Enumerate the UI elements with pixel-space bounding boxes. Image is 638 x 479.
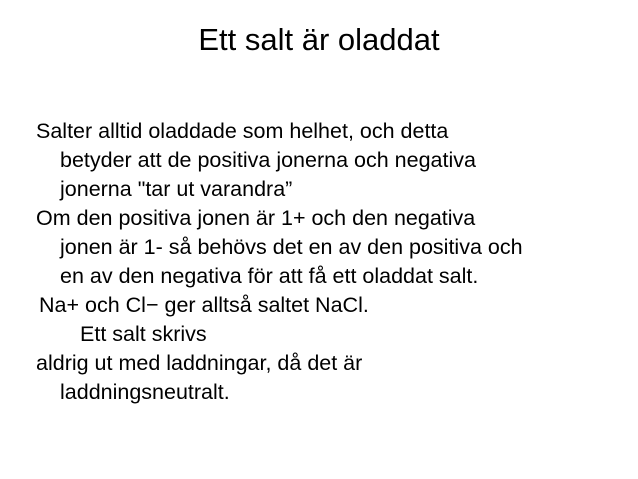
body-line-8: Ett salt skrivs — [80, 322, 207, 346]
body-line-10: laddningsneutralt. — [60, 380, 230, 404]
body-line-9: aldrig ut med laddningar, då det är — [36, 351, 363, 375]
slide-body — [36, 117, 626, 407]
body-line-6: en av den negativa för att få ett oladdat salt. — [60, 264, 479, 288]
body-line-2: betyder att de positiva jonerna och negativa — [60, 148, 476, 172]
body-line-1: Salter alltid oladdade som helhet, och detta — [36, 119, 449, 143]
body-line-5: jonen är 1- så behövs det en av den positiva och — [60, 235, 523, 259]
body-line-4: Om den positiva jonen är 1+ och den negativa — [36, 206, 476, 230]
body-line-3: jonerna "tar ut varandra” — [60, 177, 293, 201]
slide-title: Ett salt är oladdat — [198, 22, 440, 57]
body-line-7: Na+ och Cl− ger alltså saltet NaCl. — [39, 293, 369, 317]
